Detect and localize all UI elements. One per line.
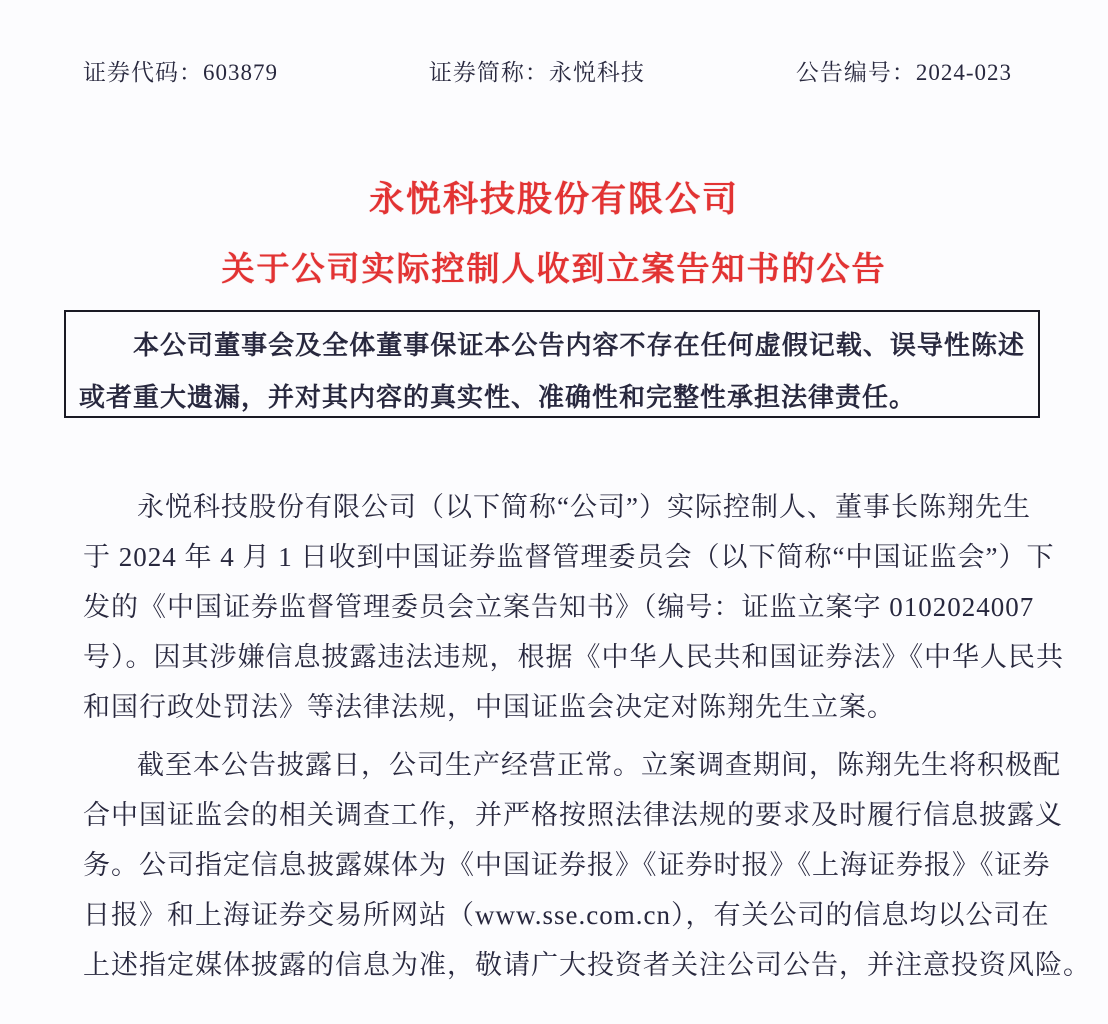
body-line: 和国行政处罚法》等法律法规，中国证监会决定对陈翔先生立案。	[83, 692, 895, 722]
body-line: 于 2024 年 4 月 1 日收到中国证券监督管理委员会（以下简称“中国证监会”）下	[83, 542, 1055, 572]
body-paragraph-2	[83, 740, 1091, 990]
stock-code: 证券代码：603879	[83, 60, 278, 85]
body-line: 日报》和上海证券交易所网站（www.sse.com.cn），有关公司的信息均以公司在	[83, 900, 1050, 930]
body-paragraph-1	[83, 482, 1064, 732]
body-line: 号）。因其涉嫌信息披露违法违规，根据《中华人民共和国证券法》《中华人民共	[83, 642, 1064, 672]
document-header	[83, 54, 1012, 87]
announcement-number: 公告编号：2024-023	[795, 60, 1012, 85]
company-title: 永悦科技股份有限公司	[368, 180, 739, 219]
body-line: 截至本公告披露日，公司生产经营正常。立案调查期间，陈翔先生将积极配	[137, 750, 1061, 780]
announcement-title: 关于公司实际控制人收到立案告知书的公告	[221, 252, 887, 288]
body-line: 上述指定媒体披露的信息为准，敬请广大投资者关注公司公告，并注意投资风险。	[83, 950, 1091, 980]
body-line: 永悦科技股份有限公司（以下简称“公司”）实际控制人、董事长陈翔先生	[137, 492, 1031, 522]
body-line: 合中国证监会的相关调查工作，并严格按照法律法规的要求及时履行信息披露义	[83, 800, 1063, 830]
disclaimer-line: 或者重大遗漏，并对其内容的真实性、准确性和完整性承担法律责任。	[79, 383, 917, 412]
body-line: 发的《中国证券监督管理委员会立案告知书》（编号：证监立案字 0102024007	[83, 592, 1035, 622]
stock-short-name: 证券简称：永悦科技	[428, 60, 645, 85]
disclaimer-line: 本公司董事会及全体董事保证本公告内容不存在任何虚假记载、误导性陈述	[133, 331, 1025, 360]
body-line: 务。公司指定信息披露媒体为《中国证券报》《证券时报》《上海证券报》《证券	[83, 850, 1051, 880]
body-text	[83, 482, 1091, 990]
disclaimer-box	[64, 310, 1040, 418]
